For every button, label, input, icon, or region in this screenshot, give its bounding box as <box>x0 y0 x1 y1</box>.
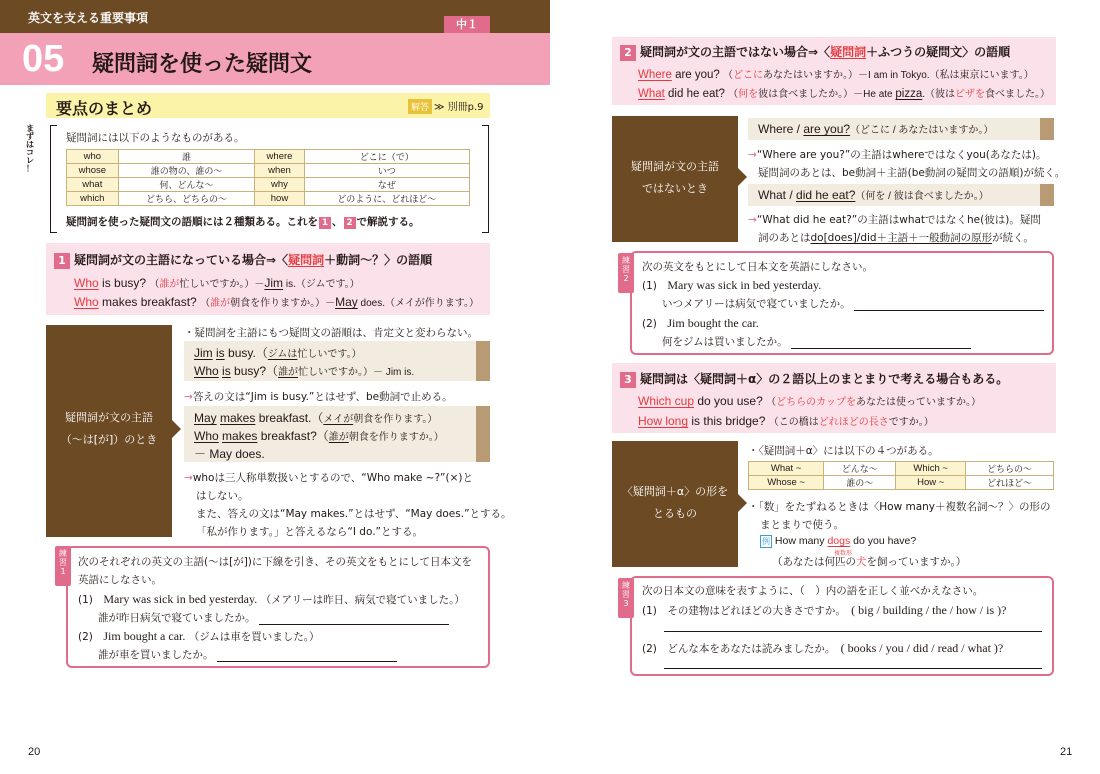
exercise-2-q1: (1) Mary was sick in bed yesterday. <box>642 278 822 292</box>
point-5: 「私が作ります。」と答えるなら“I do.”とする。 <box>196 526 423 538</box>
table-cell: どのように、どれほど～ <box>304 192 469 206</box>
exercise-2-q2-ask: 何をジムは買いましたか。 <box>662 334 971 349</box>
plural-note: 複数形 <box>834 550 853 557</box>
example-panel-4-edge <box>1040 184 1054 206</box>
exercise-3-instruction: 次の日本文の意味を表すように、（ ）内の語を正しく並べかえなさい。 <box>642 585 984 597</box>
grade-tag: 中１ <box>444 16 490 33</box>
rule-3-heading: 3 疑問詞は〈疑問詞＋α〉の２語以上のまとまりで考える場合もある。 <box>620 370 1008 388</box>
point-3-2: ・「数」をたずねるときは〈How many＋複数名詞～？〉の形の <box>748 501 1051 513</box>
bracket-right <box>482 125 489 233</box>
exercise-1-label: 練 習 1 <box>55 546 71 586</box>
example-mark: 例 <box>762 537 770 546</box>
table-cell: どちら、どちらの～ <box>118 192 255 206</box>
table-cell: Which ~ <box>896 462 966 476</box>
right-page <box>550 0 1100 774</box>
rule-2-example-1: Where are you? （どこにあなたはいますか。）－I am in Tokyo.（私は東京にいます。） <box>638 69 1034 81</box>
table-cell: whose <box>67 164 119 178</box>
answer-reference: ≫ 別冊p.9 <box>434 102 484 113</box>
exercise-3-q2-answer-line[interactable] <box>664 659 1042 669</box>
table-cell: 誰の物の、誰の～ <box>118 164 255 178</box>
exercise-1-q1: (1) Mary was sick in bed yesterday. （メアリーは昨日、病気で寝ていました。） <box>78 592 465 606</box>
panel-1-line-1: Jim is busy.（ジムは忙しいです。） <box>194 346 362 360</box>
panel-4-line: What / did he eat?（何を / 彼は食べましたか。） <box>758 188 989 202</box>
rule-box-3 <box>612 363 1056 433</box>
point-2-2: →“What did he eat?”の主語はwhatではなくhe(彼は)。疑問 <box>748 214 1041 226</box>
example-how-many: 例 How many dogs do you have? <box>762 535 917 547</box>
exercise-1-q1-ask: 誰が昨日病気で寝ていましたか。 <box>98 610 449 625</box>
table-cell: 誰の～ <box>824 476 896 490</box>
section-number: 05 <box>22 38 65 80</box>
exercise-2-instruction: 次の英文をもとにして日本文を英語にしなさい。 <box>642 261 873 273</box>
category-arrow-1 <box>172 420 181 438</box>
table-cell: when <box>255 164 304 178</box>
exercise-3-label: 練 習 3 <box>618 578 634 618</box>
table-cell: why <box>255 178 304 192</box>
point-3-1: ・〈疑問詞＋α〉には以下の４つがある。 <box>748 445 939 457</box>
exercise-3-q1: (1) その建物はどれほどの大きさですか。 ( big / building / the / how / is )? <box>642 603 1007 617</box>
table-row <box>749 476 1054 490</box>
point-2-1: →“Where are you?”の主語はwhereではなくyou(あなたは)。 <box>748 149 1047 161</box>
exercise-1-q2: (2) Jim bought a car. （ジムは車を買いました。） <box>78 629 320 643</box>
panel-3-line: Where / are you?（どこに / あなたはいますか。） <box>758 122 994 136</box>
answer-badge: 解答 <box>408 99 432 114</box>
point-2: →答えの文は“Jim is busy.”とはせず、be動詞で止める。 <box>184 391 453 403</box>
table-row <box>67 178 470 192</box>
exercise-3-q1-answer-line[interactable] <box>664 622 1042 632</box>
table-cell: 何、どんな～ <box>118 178 255 192</box>
table-cell: いつ <box>304 164 469 178</box>
table-cell: 誰 <box>118 150 255 164</box>
rule-1-heading: 1 疑問詞が文の主語になっている場合⇒〈疑問詞＋動詞～？〉の語順 <box>54 251 432 269</box>
example-how-many-jp: （あなたは何匹の犬を飼っていますか。） <box>772 556 967 568</box>
bracket-left <box>50 125 57 233</box>
table-cell: which <box>67 192 119 206</box>
rule-1-example-1: Who is busy? （誰が忙しいですか。）－Jim is.（ジムです。） <box>74 276 360 290</box>
table-cell: what <box>67 178 119 192</box>
table-row <box>749 462 1054 476</box>
point-3-2b: まとまりで使う。 <box>760 519 844 531</box>
example-panel-2-edge <box>476 406 490 462</box>
table-cell: どれほど～ <box>966 476 1054 490</box>
exercise-2-q1-ask: いつメアリーは病気で寝ていましたか。 <box>662 296 1044 311</box>
table-row <box>67 192 470 206</box>
point-4: また、答えの文は“May makes.”とはせず、“May does.”とする。 <box>196 508 512 520</box>
table-row <box>67 150 470 164</box>
header-bar <box>0 0 550 33</box>
table-cell: where <box>255 150 304 164</box>
rule-box-2 <box>612 37 1056 105</box>
rule-2-heading: 2 疑問詞が文の主語ではない場合⇒〈疑問詞＋ふつうの疑問文〉の語順 <box>620 43 1010 61</box>
exercise-2-q1-answer-line[interactable] <box>854 301 1044 311</box>
exercise-1-instruction: 次のそれぞれの英文の主語(～は[が])に下線を引き、その英文をもとにして日本文を <box>78 556 472 568</box>
intro-text: 疑問詞には以下のようなものがある。 <box>66 132 245 144</box>
page-number-left: 20 <box>28 746 41 758</box>
page-number-right: 21 <box>1060 746 1073 758</box>
exercise-2-q2: (2) Jim bought the car. <box>642 316 759 330</box>
exercise-1-instruction-2: 英語にしなさい。 <box>78 574 162 586</box>
exercise-1-q2-answer-line[interactable] <box>217 652 397 662</box>
table-cell: What ~ <box>749 462 824 476</box>
section-title: 英文を支える重要事項 <box>28 11 149 25</box>
table-cell: who <box>67 150 119 164</box>
page-title: 疑問詞を使った疑問文 <box>92 52 313 77</box>
category-box-1: 疑問詞が文の主語 （～は[が]）のとき <box>46 325 172 537</box>
intro-text-2: 疑問詞を使った疑問文の語順には２種類ある。これを 1 、 2 で解説する。 <box>66 216 420 228</box>
wh-phrase-table <box>748 461 1054 490</box>
table-cell: どちらの～ <box>966 462 1054 476</box>
exercise-1-q2-ask: 誰が車を買いましたか。 <box>98 647 397 662</box>
category-arrow-3 <box>738 494 747 512</box>
point-1: ・疑問詞を主語にもつ疑問文の語順は、肯定文と変わらない。 <box>184 327 478 339</box>
panel-2-line-3: － May does. <box>194 447 265 461</box>
category-box-2: 疑問詞が文の主語 ではないとき <box>612 116 738 242</box>
category-arrow-2 <box>738 168 747 186</box>
wh-word-table <box>66 149 470 206</box>
panel-2-line-2: Who makes breakfast?（誰が朝食を作りますか。） <box>194 429 444 443</box>
table-cell: How ~ <box>896 476 966 490</box>
exercise-3-q2: (2) どんな本をあなたは読みましたか。 ( books / you / did / read / what )? <box>642 641 1004 655</box>
rule-box-1 <box>46 243 490 315</box>
memo-mark: ま ず は コ レ ！ <box>26 124 34 173</box>
example-panel-1-edge <box>476 341 490 381</box>
table-cell: how <box>255 192 304 206</box>
table-cell: Whose ~ <box>749 476 824 490</box>
table-row <box>67 164 470 178</box>
rule-3-example-2: How long is this bridge? （この橋はどれほどの長さですか。） <box>638 414 934 428</box>
rule-2-example-2: What did he eat? （何を彼は食べましたか。）－He ate pizza.（彼はピザを食べました。） <box>638 88 1051 100</box>
exercise-2-label: 練 習 2 <box>618 253 634 293</box>
exercise-2-q2-answer-line[interactable] <box>791 339 971 349</box>
rule-3-example-1: Which cup do you use? （どちらのカップをあなたは使っていますか。） <box>638 394 981 408</box>
point-3: →whoは三人称単数扱いとするので、“Who make ~?”(×)と <box>184 472 473 484</box>
point-2-1b: 疑問詞のあとは、be動詞＋主語(be動詞の疑問文の語順)が続く。 <box>758 167 1066 179</box>
table-cell: どんな～ <box>824 462 896 476</box>
category-box-3: 〈疑問詞＋α〉の形を とるもの <box>612 441 738 567</box>
example-panel-3-edge <box>1040 118 1054 140</box>
summary-title: 要点のまとめ <box>56 99 153 118</box>
point-2-2b: 詞のあとはdo[does]/did＋主語＋一般動詞の原形が続く。 <box>758 232 1034 244</box>
panel-1-line-2: Who is busy?（誰が忙しいですか。）－ Jim is. <box>194 364 415 378</box>
summary-header <box>46 93 490 118</box>
exercise-1-q1-answer-line[interactable] <box>259 615 449 625</box>
rule-1-example-2: Who makes breakfast? （誰が朝食を作りますか。）－May does.（メイが作ります。） <box>74 295 479 309</box>
table-cell: どこに（で） <box>304 150 469 164</box>
point-3b: はしない。 <box>196 490 249 502</box>
panel-2-line-1: May makes breakfast.（メイが朝食を作ります。） <box>194 411 438 425</box>
table-cell: なぜ <box>304 178 469 192</box>
